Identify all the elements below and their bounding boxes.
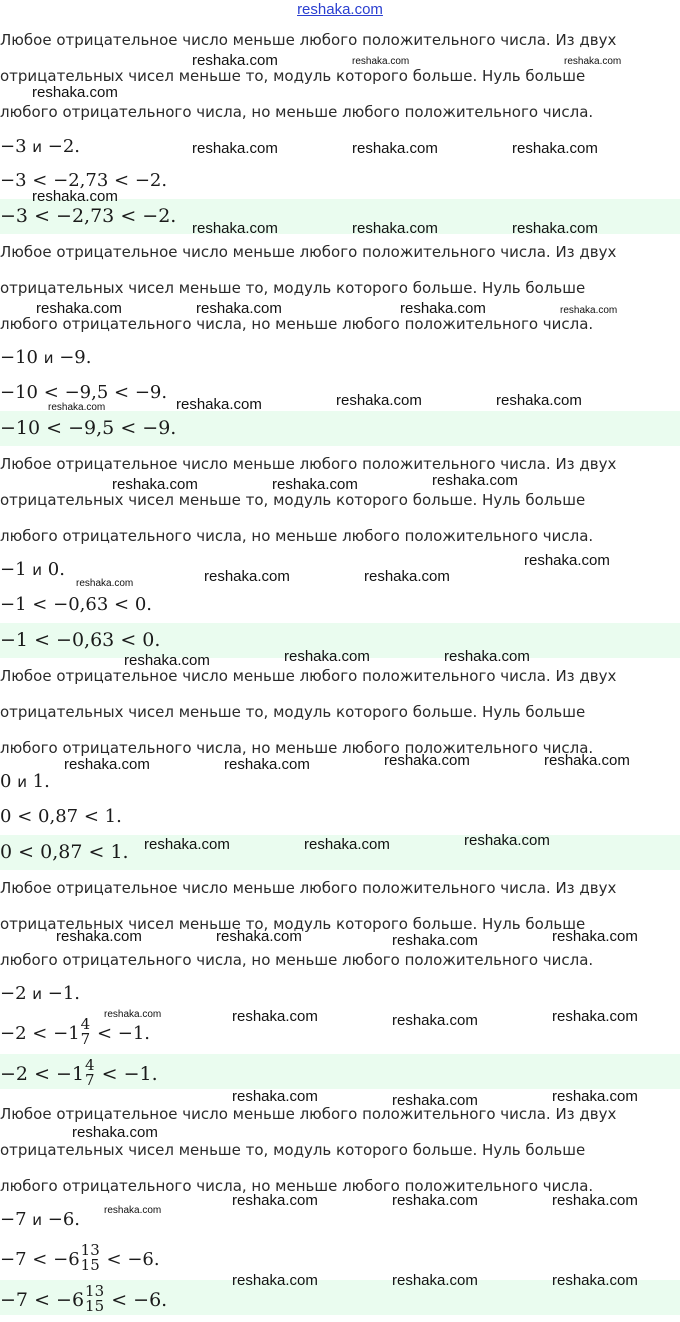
rule-text-4 xyxy=(0,658,680,766)
number-pair-2: −10 и −9. xyxy=(0,347,92,368)
watermark-text: reshaka.com xyxy=(552,1008,638,1025)
answer-1: −3 < −2,73 < −2. xyxy=(0,205,177,227)
rule-text-1 xyxy=(0,22,680,130)
watermark-text: reshaka.com xyxy=(224,756,310,773)
watermark-text: reshaka.com xyxy=(144,836,230,853)
watermark-text: reshaka.com xyxy=(552,928,638,945)
watermark-text: reshaka.com xyxy=(272,476,358,493)
watermark-text: reshaka.com xyxy=(232,1192,318,1209)
watermark-text: reshaka.com xyxy=(552,1192,638,1209)
watermark-text: reshaka.com xyxy=(48,402,106,413)
watermark-text: reshaka.com xyxy=(392,1272,478,1289)
watermark-text: reshaka.com xyxy=(400,300,486,317)
rule-line: любого отрицательного числа, но меньше любого положительного числа. xyxy=(0,1177,594,1195)
rule-line: Любое отрицательное число меньше любого положительного числа. Из двух xyxy=(0,1105,617,1123)
number-pair-4: 0 и 1. xyxy=(0,771,50,792)
mixed-fraction: 13 15 xyxy=(80,1241,100,1274)
watermark-text: reshaka.com xyxy=(36,300,122,317)
inequality-4: 0 < 0,87 < 1. xyxy=(0,806,122,827)
rule-line: отрицательных чисел меньше то, модуль которого больше. Нуль больше xyxy=(0,1141,586,1159)
watermark-text: reshaka.com xyxy=(560,305,618,316)
answer-5: −2 < −1 4 7 < −1. xyxy=(0,1056,158,1089)
inequality-1: −3 < −2,73 < −2. xyxy=(0,170,168,191)
watermark-text: reshaka.com xyxy=(104,1009,162,1020)
watermark-text: reshaka.com xyxy=(76,578,134,589)
watermark-text: reshaka.com xyxy=(512,220,598,237)
watermark-text: reshaka.com xyxy=(192,220,278,237)
rule-line: Любое отрицательное число меньше любого положительного числа. Из двух xyxy=(0,879,617,897)
rule-line: Любое отрицательное число меньше любого положительного числа. Из двух xyxy=(0,455,617,473)
watermark-text: reshaka.com xyxy=(104,1205,162,1216)
watermark-text: reshaka.com xyxy=(392,1012,478,1029)
watermark-text: reshaka.com xyxy=(216,928,302,945)
watermark-text: reshaka.com xyxy=(232,1008,318,1025)
inequality-6: −7 < −6 13 15 < −6. xyxy=(0,1241,160,1274)
watermark-text: reshaka.com xyxy=(352,220,438,237)
rule-line: любого отрицательного числа, но меньше любого положительного числа. xyxy=(0,951,594,969)
number-pair-1: −3 и −2. xyxy=(0,136,81,157)
watermark-text: reshaka.com xyxy=(32,188,118,205)
watermark-text: reshaka.com xyxy=(176,396,262,413)
watermark-text: reshaka.com xyxy=(392,1092,478,1109)
watermark-text: reshaka.com xyxy=(552,1272,638,1289)
watermark-text: reshaka.com xyxy=(124,652,210,669)
watermark-text: reshaka.com xyxy=(392,1192,478,1209)
site-header-link[interactable]: reshaka.com xyxy=(297,1,383,18)
number-pair-6: −7 и −6. xyxy=(0,1209,81,1230)
watermark-text: reshaka.com xyxy=(552,1088,638,1105)
watermark-text: reshaka.com xyxy=(464,832,550,849)
watermark-text: reshaka.com xyxy=(56,928,142,945)
inequality-5: −2 < −1 4 7 < −1. xyxy=(0,1015,151,1048)
mixed-fraction: 4 7 xyxy=(85,1056,95,1089)
answer-3: −1 < −0,63 < 0. xyxy=(0,629,161,651)
rule-text-2 xyxy=(0,234,680,342)
watermark-text: reshaka.com xyxy=(444,648,530,665)
answer-6: −7 < −6 13 15 < −6. xyxy=(0,1282,168,1315)
rule-line: Любое отрицательное число меньше любого положительного числа. Из двух xyxy=(0,667,617,685)
watermark-text: reshaka.com xyxy=(64,756,150,773)
rule-line: любого отрицательного числа, но меньше любого положительного числа. xyxy=(0,739,594,757)
watermark-text: reshaka.com xyxy=(544,752,630,769)
mixed-fraction: 13 15 xyxy=(85,1282,105,1315)
watermark-text: reshaka.com xyxy=(284,648,370,665)
answer-4: 0 < 0,87 < 1. xyxy=(0,841,129,863)
rule-line: Любое отрицательное число меньше любого положительного числа. Из двух xyxy=(0,31,617,49)
number-pair-3: −1 и 0. xyxy=(0,559,65,580)
answer-2: −10 < −9,5 < −9. xyxy=(0,417,177,439)
number-pair-5: −2 и −1. xyxy=(0,983,81,1004)
watermark-text: reshaka.com xyxy=(204,568,290,585)
rule-line: отрицательных чисел меньше то, модуль которого больше. Нуль больше xyxy=(0,915,586,933)
watermark-text: reshaka.com xyxy=(512,140,598,157)
watermark-text: reshaka.com xyxy=(352,140,438,157)
mixed-fraction: 4 7 xyxy=(80,1015,91,1048)
rule-line: отрицательных чисел меньше то, модуль которого больше. Нуль больше xyxy=(0,491,586,509)
rule-text-6 xyxy=(0,1096,680,1204)
rule-line: отрицательных чисел меньше то, модуль которого больше. Нуль больше xyxy=(0,67,586,85)
rule-text-5 xyxy=(0,870,680,978)
watermark-text: reshaka.com xyxy=(304,836,390,853)
inequality-3: −1 < −0,63 < 0. xyxy=(0,594,153,615)
watermark-text: reshaka.com xyxy=(432,472,518,489)
watermark-text: reshaka.com xyxy=(192,52,278,69)
rule-line: любого отрицательного числа, но меньше любого положительного числа. xyxy=(0,315,594,333)
watermark-text: reshaka.com xyxy=(336,392,422,409)
watermark-text: reshaka.com xyxy=(112,476,198,493)
watermark-text: reshaka.com xyxy=(392,932,478,949)
rule-text-3 xyxy=(0,446,680,554)
watermark-text: reshaka.com xyxy=(232,1272,318,1289)
inequality-2: −10 < −9,5 < −9. xyxy=(0,382,168,403)
watermark-text: reshaka.com xyxy=(384,752,470,769)
watermark-text: reshaka.com xyxy=(564,56,622,67)
watermark-text: reshaka.com xyxy=(232,1088,318,1105)
watermark-text: reshaka.com xyxy=(496,392,582,409)
rule-line: любого отрицательного числа, но меньше любого положительного числа. xyxy=(0,103,594,121)
watermark-text: reshaka.com xyxy=(32,84,118,101)
watermark-text: reshaka.com xyxy=(72,1124,158,1141)
watermark-text: reshaka.com xyxy=(364,568,450,585)
rule-line: отрицательных чисел меньше то, модуль которого больше. Нуль больше xyxy=(0,279,586,297)
watermark-text: reshaka.com xyxy=(352,56,410,67)
rule-line: любого отрицательного числа, но меньше любого положительного числа. xyxy=(0,527,594,545)
watermark-text: reshaka.com xyxy=(524,552,610,569)
watermark-text: reshaka.com xyxy=(192,140,278,157)
rule-line: отрицательных чисел меньше то, модуль которого больше. Нуль больше xyxy=(0,703,586,721)
watermark-text: reshaka.com xyxy=(196,300,282,317)
rule-line: Любое отрицательное число меньше любого положительного числа. Из двух xyxy=(0,243,617,261)
